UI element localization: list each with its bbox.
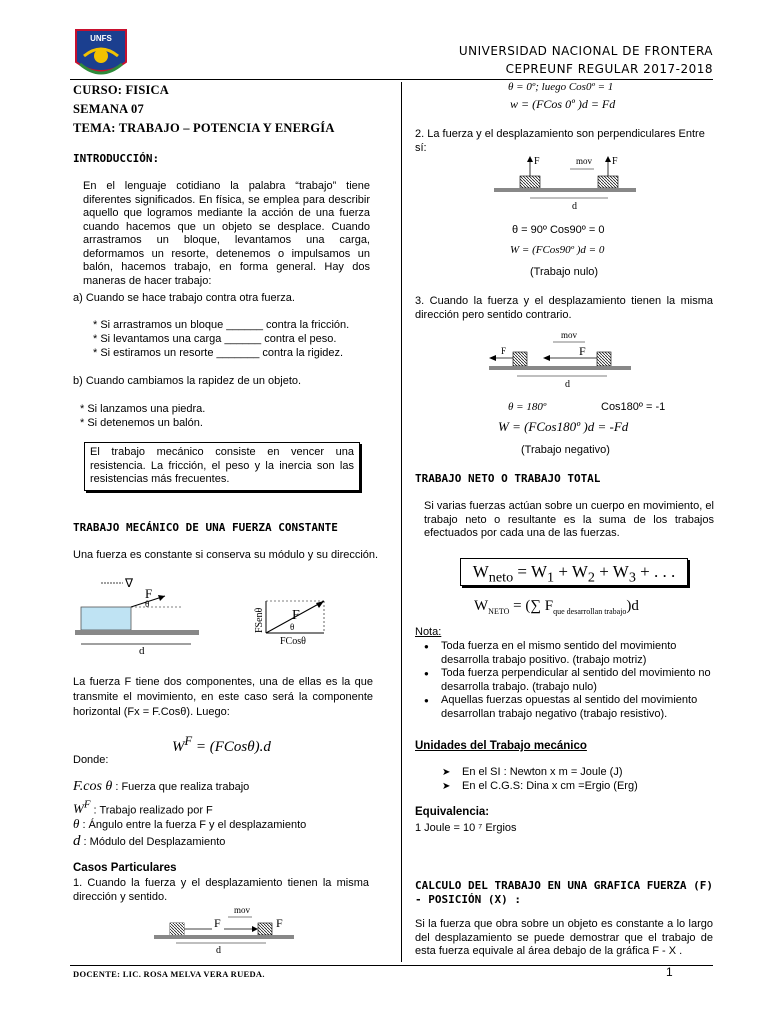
case2-eq2: W = (FCos90º )d = 0 [510, 244, 605, 256]
list-a-item: * Si levantamos una carga ______ contra el peso. [93, 333, 337, 345]
case2-eq1: θ = 90º Cos90º = 0 [512, 224, 605, 236]
case1-F: F [214, 916, 221, 930]
velocity-label: ∇ [125, 576, 134, 590]
list-a-item: * Si arrastramos un bloque ______ contra la fricción. [93, 319, 350, 331]
case1-mov: mov [234, 905, 251, 915]
graph-text: Si la fuerza que obra sobre un objeto es constante a lo largo del desplazamiento se puede demostrar que el trabajo de esta fuerza equivale al área debajo de la gráfica F - X . [415, 918, 713, 957]
case3-F-left: F [501, 346, 507, 356]
topic-title: TEMA: TRABAJO – POTENCIA Y ENERGÍA [73, 121, 335, 135]
note-item: ● Toda fuerza perpendicular al sentido del movimiento no desarrolla trabajo. (trabajo nulo) [419, 667, 715, 694]
unit-item: ➤ En el SI : Newton x m = Joule (J) [440, 766, 638, 780]
component-force-label: F [292, 608, 300, 623]
fsen-label: FSenθ [254, 607, 265, 633]
net-work-formula-sum: $W_{NETO}$ = (∑ $F_{que desarrollan trabajo})d$ [474, 598, 639, 616]
case-a: a) Cuando se hace trabajo contra otra fuerza. [73, 292, 295, 304]
list-b-item: * Si lanzamos una piedra. [80, 403, 206, 415]
case2-d: d [572, 201, 577, 210]
net-work-formula-box: $W_{neto} = W_1 + W_2 + W_3$ + . . . [460, 558, 688, 586]
definition-row: d : Módulo del Desplazamiento [73, 833, 226, 849]
definition-row: θ : Ángulo entre la fuerza F y el desplazamiento [73, 816, 307, 831]
graph-heading: CALCULO DEL TRABAJO EN UNA GRAFICA FUERZA (F) - POSICIÓN (X) : [415, 879, 714, 906]
notes-list [419, 640, 715, 721]
constant-force-definition: Una fuerza es constante si conserva su módulo y su dirección. [73, 549, 379, 561]
components-figure [252, 597, 336, 645]
university-name: UNIVERSIDAD NACIONAL DE FRONTERA [458, 44, 713, 58]
case2-note: (Trabajo nulo) [530, 266, 599, 278]
distance-label: d [139, 645, 145, 656]
force-label: F [145, 586, 153, 601]
case3-figure [485, 328, 635, 390]
case2-figure [490, 152, 640, 210]
case-b: b) Cuando cambiamos la rapidez de un objeto. [73, 375, 302, 387]
inclined-force-figure [73, 576, 203, 656]
case3-note: (Trabajo negativo) [521, 444, 610, 456]
constant-force-heading: TRABAJO MECÁNICO DE UNA FUERZA CONSTANTE [73, 521, 338, 534]
case3-mov: mov [561, 330, 578, 340]
list-a-item: * Si estiramos un resorte _______ contra la rigidez. [93, 347, 344, 359]
case1-eq1: θ = 0º; luego Cos0º = 1 [508, 81, 614, 93]
list-b-item: * Si detenemos un balón. [80, 417, 203, 429]
program-name: CEPREUNF REGULAR 2017-2018 [505, 62, 713, 76]
case3-eq2: W = (FCos180º )d = -Fd [498, 419, 629, 434]
cases-heading: Casos Particulares [73, 862, 177, 874]
case2-F2: F [612, 156, 618, 167]
definition-row: $W^F$ : Trabajo realizado por F [73, 799, 213, 817]
note-item: ● Aquellas fuerzas opuestas al sentido del movimiento desarrollan trabajo negativo (trabajo resistivo). [419, 694, 715, 721]
case2-F: F [534, 156, 540, 167]
equivalence-value: 1 Joule = 10 ⁷ Ergios [415, 822, 517, 834]
page-number: 1 [666, 965, 673, 979]
theta-label: θ [145, 599, 150, 609]
case3-F: F [579, 344, 586, 358]
course-title: CURSO: FISICA [73, 83, 170, 97]
case1-eq2: w = (FCos 0º )d = Fd [510, 97, 616, 111]
teacher-name: DOCENTE: LIC. ROSA MELVA VERA RUEDA. [73, 969, 265, 979]
definition-row: F.cos θ : Fuerza que realiza trabajo [73, 779, 250, 794]
note-item: ● Toda fuerza en el mismo sentido del movimiento desarrolla trabajo positivo. (trabajo motriz) [419, 640, 715, 667]
case2-mov: mov [576, 156, 593, 166]
equivalence-heading: Equivalencia: [415, 806, 490, 818]
case1-d: d [216, 945, 221, 953]
intro-paragraph: En el lenguaje cotidiano la palabra “trabajo” tiene diferentes significados. En física, se emplea para describir aquello que logramos mediante la acción de una fuerza cuando hacemos que un objeto se desplace. Cuando arrastramos un bloque, levantamos una carga, deformamos un resorte, detenemos o impulsamos un balón, hacemos trabajo, en forma general. Hay dos maneras de hacer trabajo: [83, 180, 370, 287]
case1-F2: F [276, 916, 283, 930]
case-2-text: 2. La fuerza y el desplazamiento son perpendiculares Entre sí: [415, 128, 705, 154]
case3-eq1b: Cos180º = -1 [601, 401, 666, 413]
work-definition-box: El trabajo mecánico consiste en vencer una resistencia. La fricción, el peso y la inercia son las resistencias más frecuentes. [84, 442, 360, 491]
column-divider [401, 82, 402, 962]
case1-figure [150, 903, 300, 953]
components-explanation: La fuerza F tiene dos componentes, una de ellas es la que transmite el movimiento, en este caso será la componente horizontal (Fx = F.Cosθ). Luego: [73, 676, 373, 718]
units-heading: Unidades del Trabajo mecánico [415, 740, 587, 752]
logo-text: UNFS [90, 34, 112, 43]
week-title: SEMANA 07 [73, 102, 144, 116]
units-list [440, 766, 638, 793]
component-theta-label: θ [290, 622, 295, 632]
unit-item: ➤ En el C.G.S: Dina x cm =Ergio (Erg) [440, 780, 638, 794]
fcos-label: FCosθ [280, 636, 306, 645]
intro-heading: INTRODUCCIÓN: [73, 152, 160, 165]
case-1-text: 1. Cuando la fuerza y el desplazamiento tienen la misma dirección y sentido. [73, 877, 369, 903]
case3-d: d [565, 379, 570, 390]
case3-eq1a: θ = 180º [508, 401, 547, 413]
donde-label: Donde: [73, 754, 109, 766]
work-formula: $W^F$ = (FCosθ).d [172, 734, 271, 755]
case-3-text: 3. Cuando la fuerza y el desplazamiento tienen la misma dirección pero sentido contrario. [415, 295, 713, 321]
university-logo [70, 24, 132, 80]
net-work-heading: TRABAJO NETO O TRABAJO TOTAL [415, 472, 601, 485]
net-work-text: Si varias fuerzas actúan sobre un cuerpo en movimiento, el trabajo neto o resultante es la suma de los trabajos efectuados por cada una de las fuerzas. [424, 500, 714, 539]
nota-label: Nota: [415, 626, 442, 638]
